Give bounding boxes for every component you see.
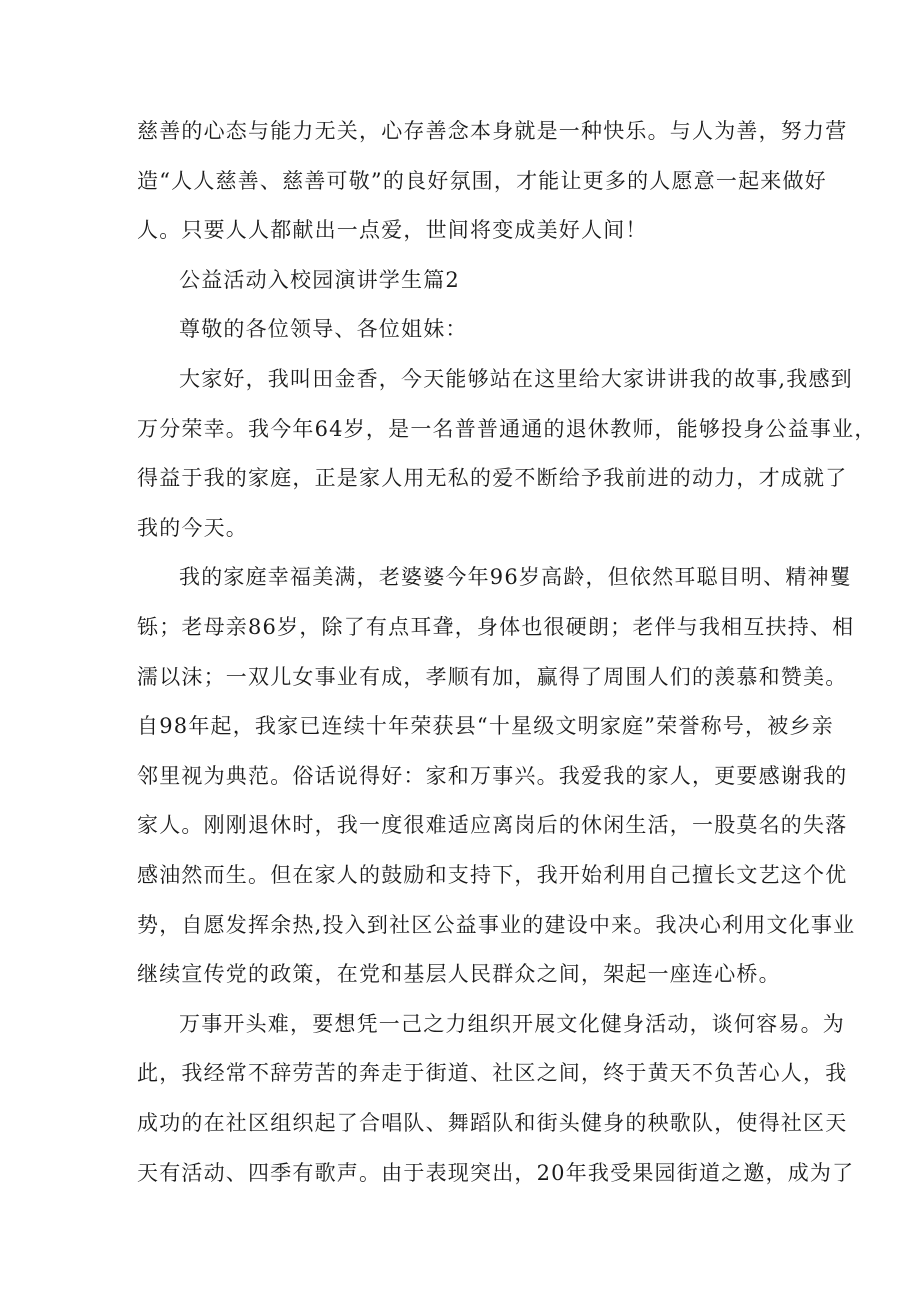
paragraph-line: 人。只要人人都献出一点爱，世间将变成美好人间！ (137, 218, 648, 242)
paragraph-line: 我的家庭幸福美满，老婆婆今年96岁高龄，但依然耳聪目明、精神矍 (179, 565, 852, 589)
paragraph-line: 继续宣传党的政策，在党和基层人民群众之间，架起一座连心桥。 (137, 962, 781, 986)
paragraph-line: 成功的在社区组织起了合唱队、舞蹈队和街头健身的秧歌队，使得社区天 (137, 1111, 848, 1135)
paragraph-line: 得益于我的家庭，正是家人用无私的爱不断给予我前进的动力，才成就了 (137, 466, 848, 490)
paragraph-line: 慈善的心态与能力无关，心存善念本身就是一种快乐。与人为善，努力营 (137, 119, 848, 143)
paragraph-line: 大家好，我叫田金香，今天能够站在这里给大家讲讲我的故事,我感到 (179, 367, 853, 391)
paragraph-line: 家人。刚刚退休时，我一度很难适应离岗后的休闲生活，一股莫名的失落 (137, 813, 848, 837)
paragraph-line: 万分荣幸。我今年64岁，是一名普普通通的退休教师，能够投身公益事业， (137, 417, 877, 441)
paragraph-line: 铄；老母亲86岁，除了有点耳聋，身体也很硬朗；老伴与我相互扶持、相 (137, 615, 855, 639)
paragraph-line: 感油然而生。但在家人的鼓励和支持下，我开始利用自己擅长文艺这个优 (137, 863, 848, 887)
paragraph-line: 势，自愿发挥余热,投入到社区公益事业的建设中来。我决心利用文化事业 (137, 913, 856, 937)
paragraph-line: 万事开头难，要想凭一己之力组织开展文化健身活动，谈何容易。为 (179, 1012, 845, 1036)
paragraph-line: 邻里视为典范。俗话说得好：家和万事兴。我爱我的家人，更要感谢我的 (137, 764, 848, 788)
salutation: 尊敬的各位领导、各位姐妹： (179, 317, 468, 341)
paragraph-line: 天有活动、四季有歌声。由于表现突出，20年我受果园街道之邀，成为了 (137, 1161, 855, 1185)
paragraph-line: 我的今天。 (137, 516, 248, 540)
paragraph-line: 此，我经常不辞劳苦的奔走于街道、社区之间，终于黄天不负苦心人，我 (137, 1061, 848, 1085)
paragraph-line: 濡以沫；一双儿女事业有成，孝顺有加，赢得了周围人们的羡慕和赞美。 (137, 665, 848, 689)
paragraph-line: 造“人人慈善、慈善可敬”的良好氛围，才能让更多的人愿意一起来做好 (137, 169, 827, 193)
paragraph-line: 自98年起，我家已连续十年荣获县“十星级文明家庭”荣誉称号，被乡亲 (137, 714, 834, 738)
section-heading: 公益活动入校园演讲学生篇2 (179, 268, 460, 292)
